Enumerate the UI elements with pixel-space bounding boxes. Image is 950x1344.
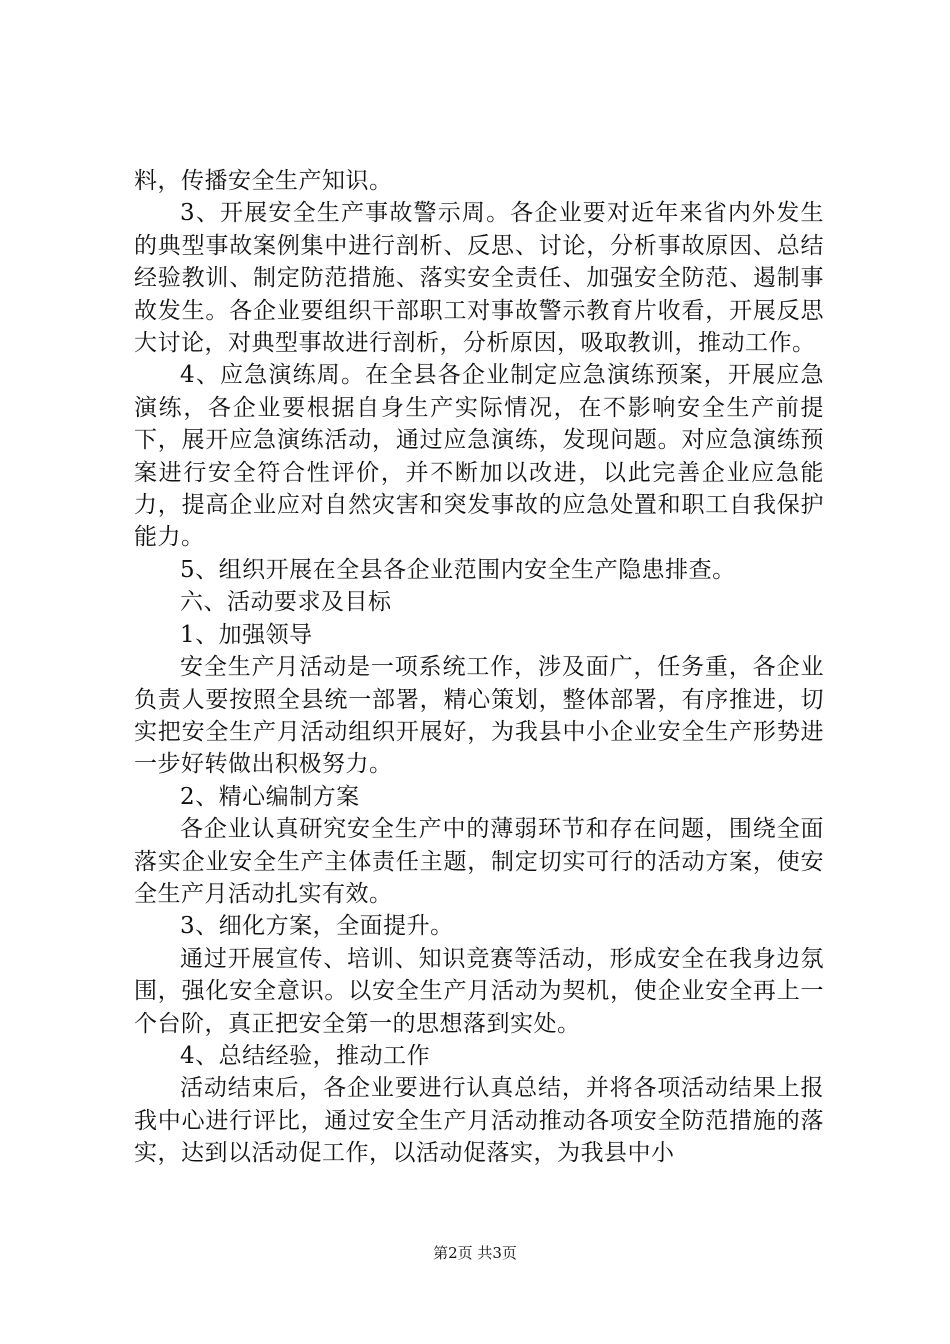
paragraph: 2、精心编制方案 [180,783,360,810]
paragraph: 安全生产月活动是一项系统工作，涉及面广，任务重，各企业负责人要按照全县统一部署，精心策划，整体部署，有序推进，切实把安全生产月活动组织开展好，为我县中小企业安全生产形势进一步好转做出积极努力。 [134,654,824,778]
paragraph: 通过开展宣传、培训、知识竞赛等活动，形成安全在我身边氛围，强化安全意识。以安全生产月活动为契机，使企业安全再上一个台阶，真正把安全第一的思想落到实处。 [134,945,824,1037]
page-footer: 第2页 共3页 [433,1244,517,1262]
paragraph: 六、活动要求及目标 [180,589,392,616]
paragraph: 3、开展安全生产事故警示周。各企业要对近年来省内外发生的典型事故案例集中进行剖析、反思、讨论，分析事故原因、总结经验教训、制定防范措施、落实安全责任、加强安全防范、遏制事故发生。各企业要组织干部职工对事故警示教育片收看，开展反思大讨论，对典型事故进行剖析，分析原因，吸取教训，推动工作。 [134,200,824,357]
paragraph: 5、组织开展在全县各企业范围内安全生产隐患排查。 [180,556,736,583]
paragraph: 4、应急演练周。在全县各企业制定应急演练预案，开展应急演练，各企业要根据自身生产实际情况，在不影响安全生产前提下，展开应急演练活动，通过应急演练，发现问题。对应急演练预案进行安全符合性评价，并不断加以改进，以此完善企业应急能力，提高企业应对自然灾害和突发事故的应急处置和职工自我保护能力。 [134,362,824,551]
paragraph: 1、加强领导 [180,621,313,648]
paragraph: 各企业认真研究安全生产中的薄弱环节和存在问题，围绕全面落实企业安全生产主体责任主题，制定切实可行的活动方案，使安全生产月活动扎实有效。 [134,816,824,907]
paragraph: 活动结束后，各企业要进行认真总结，并将各项活动结果上报我中心进行评比，通过安全生产月活动推动各项安全防范措施的落实，达到以活动促工作，以活动促落实，为我县中小 [134,1075,824,1167]
paragraph: 4、总结经验，推动工作 [180,1042,431,1069]
paragraph: 3、细化方案，全面提升。 [180,913,454,940]
document-body [134,165,824,1170]
paragraph: 料，传播安全生产知识。 [134,168,393,194]
